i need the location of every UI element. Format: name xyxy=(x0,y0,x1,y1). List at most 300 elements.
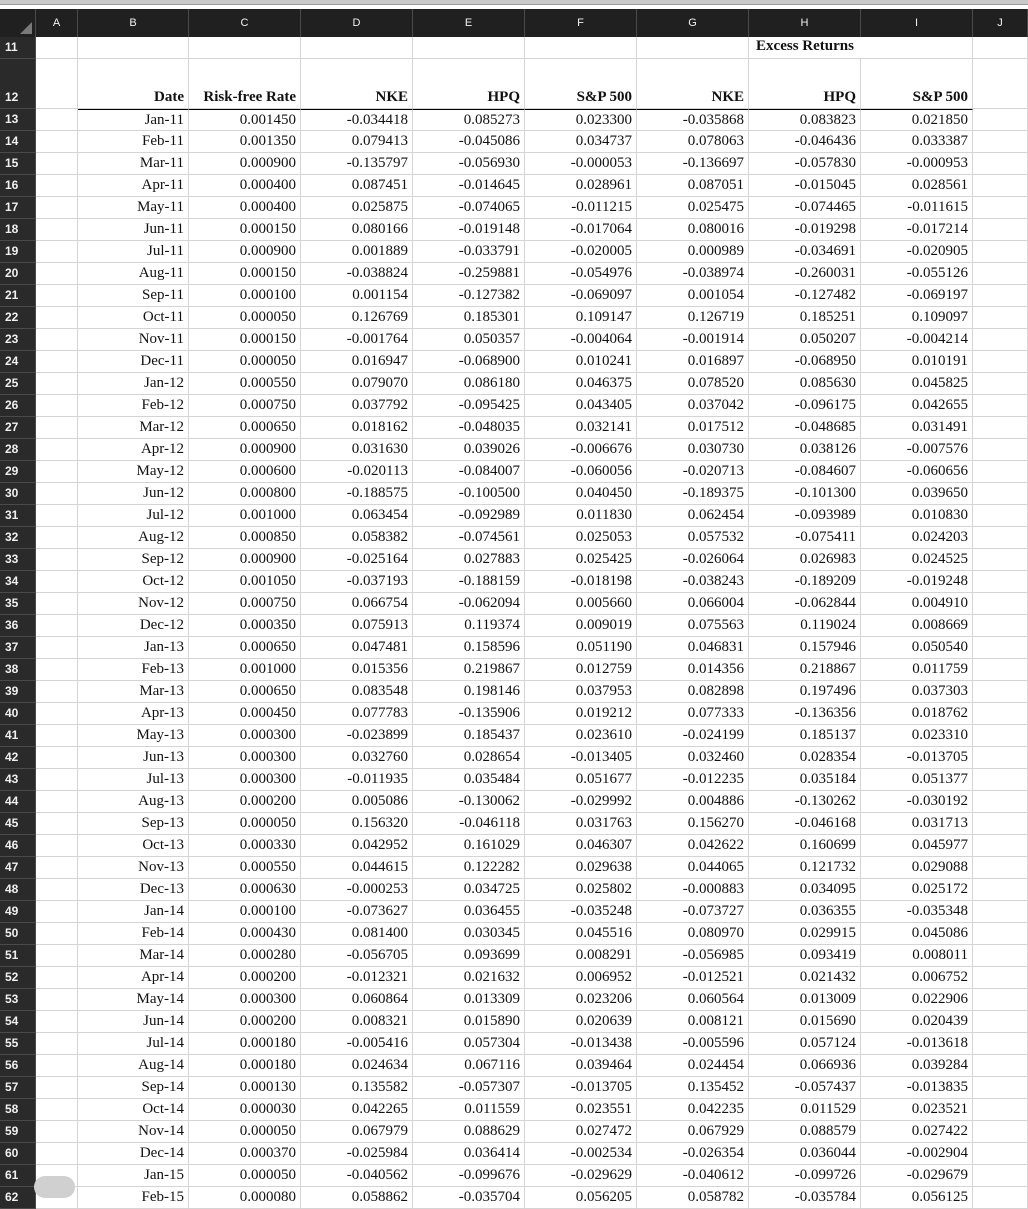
risk-free-rate-cell[interactable]: 0.000050 xyxy=(189,1165,301,1187)
hpq-excess-cell[interactable]: 0.121732 xyxy=(749,857,861,879)
nke-return-cell[interactable]: 0.042952 xyxy=(301,835,413,857)
header-sp500-return[interactable]: S&P 500 xyxy=(525,59,637,109)
date-cell[interactable]: May-12 xyxy=(78,461,189,483)
hpq-excess-cell[interactable]: -0.015045 xyxy=(749,175,861,197)
hpq-excess-cell[interactable]: 0.185251 xyxy=(749,307,861,329)
cell-J[interactable] xyxy=(973,747,1028,769)
row-number[interactable]: 42 xyxy=(0,747,36,769)
hpq-excess-cell[interactable]: -0.096175 xyxy=(749,395,861,417)
row-number[interactable]: 21 xyxy=(0,285,36,307)
date-cell[interactable]: May-14 xyxy=(78,989,189,1011)
row-number[interactable]: 50 xyxy=(0,923,36,945)
hpq-excess-cell[interactable]: 0.011529 xyxy=(749,1099,861,1121)
nke-return-cell[interactable]: 0.031630 xyxy=(301,439,413,461)
row-number[interactable]: 55 xyxy=(0,1033,36,1055)
cell-J[interactable] xyxy=(973,549,1028,571)
sp500-return-cell[interactable]: 0.010241 xyxy=(525,351,637,373)
sp500-excess-cell[interactable]: 0.022906 xyxy=(861,989,973,1011)
row-number[interactable]: 13 xyxy=(0,109,36,131)
hpq-return-cell[interactable]: -0.035704 xyxy=(413,1187,525,1209)
cell-J[interactable] xyxy=(973,505,1028,527)
hpq-return-cell[interactable]: 0.161029 xyxy=(413,835,525,857)
risk-free-rate-cell[interactable]: 0.000300 xyxy=(189,989,301,1011)
row-number[interactable]: 43 xyxy=(0,769,36,791)
sp500-excess-cell[interactable]: 0.028561 xyxy=(861,175,973,197)
cell-A[interactable] xyxy=(36,461,78,483)
sp500-return-cell[interactable]: 0.046375 xyxy=(525,373,637,395)
cell-J[interactable] xyxy=(973,241,1028,263)
sp500-excess-cell[interactable]: 0.025172 xyxy=(861,879,973,901)
sp500-excess-cell[interactable]: 0.056125 xyxy=(861,1187,973,1209)
nke-excess-cell[interactable]: 0.037042 xyxy=(637,395,749,417)
cell-A[interactable] xyxy=(36,901,78,923)
date-cell[interactable]: Feb-14 xyxy=(78,923,189,945)
hpq-return-cell[interactable]: 0.185301 xyxy=(413,307,525,329)
hpq-return-cell[interactable]: -0.056930 xyxy=(413,153,525,175)
cell-A[interactable] xyxy=(36,417,78,439)
sp500-excess-cell[interactable]: 0.037303 xyxy=(861,681,973,703)
cell-A[interactable] xyxy=(36,879,78,901)
cell-J[interactable] xyxy=(973,989,1028,1011)
row-number[interactable]: 51 xyxy=(0,945,36,967)
hpq-excess-cell[interactable]: 0.066936 xyxy=(749,1055,861,1077)
cell-J[interactable] xyxy=(973,1165,1028,1187)
hpq-excess-cell[interactable]: -0.093989 xyxy=(749,505,861,527)
hpq-excess-cell[interactable]: 0.157946 xyxy=(749,637,861,659)
sp500-excess-cell[interactable]: -0.055126 xyxy=(861,263,973,285)
sp500-return-cell[interactable]: 0.005660 xyxy=(525,593,637,615)
risk-free-rate-cell[interactable]: 0.000900 xyxy=(189,549,301,571)
date-cell[interactable]: Dec-11 xyxy=(78,351,189,373)
sp500-return-cell[interactable]: -0.020005 xyxy=(525,241,637,263)
sp500-return-cell[interactable]: 0.012759 xyxy=(525,659,637,681)
column-header-I[interactable]: I xyxy=(861,9,973,37)
sp500-excess-cell[interactable]: 0.027422 xyxy=(861,1121,973,1143)
nke-return-cell[interactable]: -0.000253 xyxy=(301,879,413,901)
nke-return-cell[interactable]: 0.066754 xyxy=(301,593,413,615)
sp500-return-cell[interactable]: 0.025053 xyxy=(525,527,637,549)
sp500-excess-cell[interactable]: 0.020439 xyxy=(861,1011,973,1033)
nke-return-cell[interactable]: 0.015356 xyxy=(301,659,413,681)
horizontal-scrollbar-thumb[interactable] xyxy=(34,1176,75,1198)
sp500-excess-cell[interactable]: -0.019248 xyxy=(861,571,973,593)
row-number[interactable]: 37 xyxy=(0,637,36,659)
cell-A[interactable] xyxy=(36,505,78,527)
header-nke-excess[interactable]: NKE xyxy=(637,59,749,109)
sp500-return-cell[interactable]: -0.029629 xyxy=(525,1165,637,1187)
date-cell[interactable]: Apr-12 xyxy=(78,439,189,461)
sp500-return-cell[interactable]: 0.023206 xyxy=(525,989,637,1011)
cell-J[interactable] xyxy=(973,461,1028,483)
hpq-return-cell[interactable]: -0.046118 xyxy=(413,813,525,835)
cell-A[interactable] xyxy=(36,351,78,373)
risk-free-rate-cell[interactable]: 0.000350 xyxy=(189,615,301,637)
row-number[interactable]: 48 xyxy=(0,879,36,901)
column-header-G[interactable]: G xyxy=(637,9,749,37)
sp500-excess-cell[interactable]: 0.010191 xyxy=(861,351,973,373)
hpq-excess-cell[interactable]: 0.197496 xyxy=(749,681,861,703)
cell-J[interactable] xyxy=(973,571,1028,593)
hpq-excess-cell[interactable]: 0.083823 xyxy=(749,109,861,131)
hpq-excess-cell[interactable]: -0.075411 xyxy=(749,527,861,549)
cell-G11[interactable] xyxy=(637,37,749,59)
sp500-excess-cell[interactable]: -0.035348 xyxy=(861,901,973,923)
risk-free-rate-cell[interactable]: 0.000650 xyxy=(189,681,301,703)
nke-return-cell[interactable]: 0.058382 xyxy=(301,527,413,549)
nke-excess-cell[interactable]: -0.026354 xyxy=(637,1143,749,1165)
cell-J[interactable] xyxy=(973,637,1028,659)
date-cell[interactable]: Aug-14 xyxy=(78,1055,189,1077)
sp500-excess-cell[interactable]: 0.031713 xyxy=(861,813,973,835)
cell-J[interactable] xyxy=(973,527,1028,549)
sp500-excess-cell[interactable]: -0.069197 xyxy=(861,285,973,307)
cell-A[interactable] xyxy=(36,659,78,681)
sp500-return-cell[interactable]: 0.019212 xyxy=(525,703,637,725)
hpq-excess-cell[interactable]: -0.068950 xyxy=(749,351,861,373)
spreadsheet-grid[interactable] xyxy=(0,9,1028,1209)
sp500-return-cell[interactable]: -0.060056 xyxy=(525,461,637,483)
sp500-excess-cell[interactable]: 0.008669 xyxy=(861,615,973,637)
risk-free-rate-cell[interactable]: 0.001000 xyxy=(189,659,301,681)
nke-return-cell[interactable]: 0.080166 xyxy=(301,219,413,241)
nke-excess-cell[interactable]: 0.075563 xyxy=(637,615,749,637)
sp500-excess-cell[interactable]: 0.011759 xyxy=(861,659,973,681)
sp500-return-cell[interactable]: 0.045516 xyxy=(525,923,637,945)
nke-return-cell[interactable]: 0.005086 xyxy=(301,791,413,813)
row-number[interactable]: 52 xyxy=(0,967,36,989)
nke-return-cell[interactable]: 0.067979 xyxy=(301,1121,413,1143)
sp500-excess-cell[interactable]: 0.045086 xyxy=(861,923,973,945)
sp500-return-cell[interactable]: 0.008291 xyxy=(525,945,637,967)
row-number[interactable]: 59 xyxy=(0,1121,36,1143)
cell-A[interactable] xyxy=(36,109,78,131)
sp500-return-cell[interactable]: -0.035248 xyxy=(525,901,637,923)
sp500-excess-cell[interactable]: 0.008011 xyxy=(861,945,973,967)
date-cell[interactable]: Feb-12 xyxy=(78,395,189,417)
cell-J[interactable] xyxy=(973,439,1028,461)
cell-J[interactable] xyxy=(973,395,1028,417)
hpq-return-cell[interactable]: 0.185437 xyxy=(413,725,525,747)
sp500-excess-cell[interactable]: 0.023521 xyxy=(861,1099,973,1121)
cell-J[interactable] xyxy=(973,593,1028,615)
cell-J[interactable] xyxy=(973,791,1028,813)
hpq-excess-cell[interactable]: -0.035784 xyxy=(749,1187,861,1209)
cell-J[interactable] xyxy=(973,681,1028,703)
sp500-return-cell[interactable]: 0.009019 xyxy=(525,615,637,637)
row-number[interactable]: 60 xyxy=(0,1143,36,1165)
row-number[interactable]: 61 xyxy=(0,1165,36,1187)
nke-excess-cell[interactable]: 0.087051 xyxy=(637,175,749,197)
row-number[interactable]: 57 xyxy=(0,1077,36,1099)
nke-return-cell[interactable]: 0.044615 xyxy=(301,857,413,879)
date-cell[interactable]: Dec-13 xyxy=(78,879,189,901)
row-number[interactable]: 20 xyxy=(0,263,36,285)
row-number[interactable]: 22 xyxy=(0,307,36,329)
cell-F11[interactable] xyxy=(525,37,637,59)
hpq-return-cell[interactable]: -0.062094 xyxy=(413,593,525,615)
column-header-B[interactable]: B xyxy=(78,9,189,37)
risk-free-rate-cell[interactable]: 0.000300 xyxy=(189,769,301,791)
risk-free-rate-cell[interactable]: 0.000280 xyxy=(189,945,301,967)
cell-A[interactable] xyxy=(36,725,78,747)
hpq-excess-cell[interactable]: 0.015690 xyxy=(749,1011,861,1033)
sp500-return-cell[interactable]: 0.029638 xyxy=(525,857,637,879)
hpq-return-cell[interactable]: 0.219867 xyxy=(413,659,525,681)
nke-excess-cell[interactable]: 0.058782 xyxy=(637,1187,749,1209)
row-number[interactable]: 24 xyxy=(0,351,36,373)
hpq-excess-cell[interactable]: 0.160699 xyxy=(749,835,861,857)
risk-free-rate-cell[interactable]: 0.000750 xyxy=(189,395,301,417)
cell-A[interactable] xyxy=(36,373,78,395)
risk-free-rate-cell[interactable]: 0.000800 xyxy=(189,483,301,505)
nke-return-cell[interactable]: 0.075913 xyxy=(301,615,413,637)
row-number[interactable]: 31 xyxy=(0,505,36,527)
hpq-excess-cell[interactable]: -0.034691 xyxy=(749,241,861,263)
date-cell[interactable]: Sep-12 xyxy=(78,549,189,571)
sp500-excess-cell[interactable]: 0.039284 xyxy=(861,1055,973,1077)
hpq-excess-cell[interactable]: 0.093419 xyxy=(749,945,861,967)
cell-A[interactable] xyxy=(36,1077,78,1099)
risk-free-rate-cell[interactable]: 0.000850 xyxy=(189,527,301,549)
hpq-return-cell[interactable]: -0.014645 xyxy=(413,175,525,197)
nke-return-cell[interactable]: 0.024634 xyxy=(301,1055,413,1077)
nke-return-cell[interactable]: -0.056705 xyxy=(301,945,413,967)
risk-free-rate-cell[interactable]: 0.000300 xyxy=(189,725,301,747)
cell-J[interactable] xyxy=(973,879,1028,901)
hpq-return-cell[interactable]: 0.015890 xyxy=(413,1011,525,1033)
hpq-return-cell[interactable]: -0.100500 xyxy=(413,483,525,505)
nke-excess-cell[interactable]: -0.012521 xyxy=(637,967,749,989)
nke-return-cell[interactable]: 0.001154 xyxy=(301,285,413,307)
cell-J[interactable] xyxy=(973,1077,1028,1099)
cell-J[interactable] xyxy=(973,703,1028,725)
cell-I11[interactable] xyxy=(861,37,973,59)
column-header-F[interactable]: F xyxy=(525,9,637,37)
cell-J[interactable] xyxy=(973,197,1028,219)
row-number[interactable]: 56 xyxy=(0,1055,36,1077)
nke-excess-cell[interactable]: 0.078063 xyxy=(637,131,749,153)
sp500-return-cell[interactable]: -0.054976 xyxy=(525,263,637,285)
sp500-return-cell[interactable]: 0.109147 xyxy=(525,307,637,329)
hpq-return-cell[interactable]: -0.068900 xyxy=(413,351,525,373)
hpq-return-cell[interactable]: -0.048035 xyxy=(413,417,525,439)
nke-excess-cell[interactable]: 0.156270 xyxy=(637,813,749,835)
cell-J[interactable] xyxy=(973,329,1028,351)
hpq-excess-cell[interactable]: 0.050207 xyxy=(749,329,861,351)
nke-excess-cell[interactable]: -0.035868 xyxy=(637,109,749,131)
nke-return-cell[interactable]: 0.063454 xyxy=(301,505,413,527)
hpq-return-cell[interactable]: 0.198146 xyxy=(413,681,525,703)
sp500-return-cell[interactable]: 0.023610 xyxy=(525,725,637,747)
nke-excess-cell[interactable]: 0.078520 xyxy=(637,373,749,395)
cell-D11[interactable] xyxy=(301,37,413,59)
nke-return-cell[interactable]: -0.135797 xyxy=(301,153,413,175)
cell-J[interactable] xyxy=(973,769,1028,791)
sp500-excess-cell[interactable]: 0.042655 xyxy=(861,395,973,417)
date-cell[interactable]: Oct-11 xyxy=(78,307,189,329)
hpq-return-cell[interactable]: -0.127382 xyxy=(413,285,525,307)
nke-return-cell[interactable]: 0.079070 xyxy=(301,373,413,395)
sp500-return-cell[interactable]: -0.069097 xyxy=(525,285,637,307)
nke-return-cell[interactable]: -0.038824 xyxy=(301,263,413,285)
cell-J[interactable] xyxy=(973,1011,1028,1033)
sp500-return-cell[interactable]: -0.006676 xyxy=(525,439,637,461)
date-cell[interactable]: Oct-14 xyxy=(78,1099,189,1121)
cell-A12[interactable] xyxy=(36,59,78,109)
date-cell[interactable]: Feb-13 xyxy=(78,659,189,681)
sp500-return-cell[interactable]: 0.031763 xyxy=(525,813,637,835)
hpq-return-cell[interactable]: 0.021632 xyxy=(413,967,525,989)
hpq-excess-cell[interactable]: -0.084607 xyxy=(749,461,861,483)
sp500-excess-cell[interactable]: 0.006752 xyxy=(861,967,973,989)
cell-J[interactable] xyxy=(973,483,1028,505)
sp500-excess-cell[interactable]: 0.045825 xyxy=(861,373,973,395)
hpq-excess-cell[interactable]: 0.036044 xyxy=(749,1143,861,1165)
row-number[interactable]: 23 xyxy=(0,329,36,351)
cell-C11[interactable] xyxy=(189,37,301,59)
date-cell[interactable]: Jan-14 xyxy=(78,901,189,923)
cell-J[interactable] xyxy=(973,1033,1028,1055)
nke-excess-cell[interactable]: 0.060564 xyxy=(637,989,749,1011)
nke-return-cell[interactable]: 0.025875 xyxy=(301,197,413,219)
row-number[interactable]: 17 xyxy=(0,197,36,219)
nke-excess-cell[interactable]: 0.126719 xyxy=(637,307,749,329)
risk-free-rate-cell[interactable]: 0.000180 xyxy=(189,1033,301,1055)
date-cell[interactable]: Jan-13 xyxy=(78,637,189,659)
nke-return-cell[interactable]: 0.037792 xyxy=(301,395,413,417)
nke-excess-cell[interactable]: -0.073727 xyxy=(637,901,749,923)
date-cell[interactable]: Jul-11 xyxy=(78,241,189,263)
date-cell[interactable]: Sep-14 xyxy=(78,1077,189,1099)
nke-return-cell[interactable]: 0.079413 xyxy=(301,131,413,153)
row-number[interactable]: 25 xyxy=(0,373,36,395)
cell-A[interactable] xyxy=(36,967,78,989)
cell-J[interactable] xyxy=(973,307,1028,329)
risk-free-rate-cell[interactable]: 0.000050 xyxy=(189,1121,301,1143)
sp500-return-cell[interactable]: 0.043405 xyxy=(525,395,637,417)
row-number[interactable]: 54 xyxy=(0,1011,36,1033)
nke-excess-cell[interactable]: -0.056985 xyxy=(637,945,749,967)
date-cell[interactable]: Feb-11 xyxy=(78,131,189,153)
hpq-return-cell[interactable]: 0.093699 xyxy=(413,945,525,967)
row-number[interactable]: 14 xyxy=(0,131,36,153)
risk-free-rate-cell[interactable]: 0.000400 xyxy=(189,175,301,197)
select-all-corner[interactable] xyxy=(0,9,36,37)
risk-free-rate-cell[interactable]: 0.000900 xyxy=(189,241,301,263)
risk-free-rate-cell[interactable]: 0.000130 xyxy=(189,1077,301,1099)
hpq-return-cell[interactable]: 0.013309 xyxy=(413,989,525,1011)
cell-A[interactable] xyxy=(36,219,78,241)
hpq-return-cell[interactable]: 0.158596 xyxy=(413,637,525,659)
nke-return-cell[interactable]: 0.047481 xyxy=(301,637,413,659)
sp500-return-cell[interactable]: 0.006952 xyxy=(525,967,637,989)
date-cell[interactable]: Jun-12 xyxy=(78,483,189,505)
sp500-excess-cell[interactable]: -0.013618 xyxy=(861,1033,973,1055)
row-number[interactable]: 28 xyxy=(0,439,36,461)
nke-return-cell[interactable]: 0.058862 xyxy=(301,1187,413,1209)
cell-A[interactable] xyxy=(36,395,78,417)
nke-return-cell[interactable]: -0.037193 xyxy=(301,571,413,593)
hpq-return-cell[interactable]: 0.119374 xyxy=(413,615,525,637)
cell-A[interactable] xyxy=(36,1055,78,1077)
sp500-return-cell[interactable]: 0.027472 xyxy=(525,1121,637,1143)
hpq-return-cell[interactable]: 0.086180 xyxy=(413,373,525,395)
hpq-excess-cell[interactable]: -0.062844 xyxy=(749,593,861,615)
sp500-return-cell[interactable]: -0.004064 xyxy=(525,329,637,351)
date-cell[interactable]: Jan-15 xyxy=(78,1165,189,1187)
hpq-return-cell[interactable]: 0.028654 xyxy=(413,747,525,769)
nke-excess-cell[interactable]: 0.014356 xyxy=(637,659,749,681)
risk-free-rate-cell[interactable]: 0.000900 xyxy=(189,439,301,461)
hpq-return-cell[interactable]: -0.057307 xyxy=(413,1077,525,1099)
risk-free-rate-cell[interactable]: 0.000550 xyxy=(189,857,301,879)
sp500-return-cell[interactable]: 0.028961 xyxy=(525,175,637,197)
row-number[interactable]: 58 xyxy=(0,1099,36,1121)
cell-A[interactable] xyxy=(36,131,78,153)
nke-excess-cell[interactable]: 0.042622 xyxy=(637,835,749,857)
cell-A[interactable] xyxy=(36,263,78,285)
hpq-return-cell[interactable]: -0.074065 xyxy=(413,197,525,219)
hpq-return-cell[interactable]: 0.067116 xyxy=(413,1055,525,1077)
hpq-excess-cell[interactable]: 0.185137 xyxy=(749,725,861,747)
nke-excess-cell[interactable]: 0.017512 xyxy=(637,417,749,439)
sp500-excess-cell[interactable]: 0.024525 xyxy=(861,549,973,571)
row-number[interactable]: 39 xyxy=(0,681,36,703)
sp500-return-cell[interactable]: 0.025802 xyxy=(525,879,637,901)
cell-A[interactable] xyxy=(36,527,78,549)
sp500-excess-cell[interactable]: 0.051377 xyxy=(861,769,973,791)
cell-J[interactable] xyxy=(973,813,1028,835)
sp500-excess-cell[interactable]: 0.045977 xyxy=(861,835,973,857)
nke-excess-cell[interactable]: 0.004886 xyxy=(637,791,749,813)
row-number[interactable]: 46 xyxy=(0,835,36,857)
risk-free-rate-cell[interactable]: 0.000300 xyxy=(189,747,301,769)
nke-excess-cell[interactable]: 0.080016 xyxy=(637,219,749,241)
nke-return-cell[interactable]: 0.135582 xyxy=(301,1077,413,1099)
nke-return-cell[interactable]: 0.018162 xyxy=(301,417,413,439)
row-number[interactable]: 44 xyxy=(0,791,36,813)
hpq-excess-cell[interactable]: 0.088579 xyxy=(749,1121,861,1143)
sp500-excess-cell[interactable]: 0.050540 xyxy=(861,637,973,659)
cell-J[interactable] xyxy=(973,967,1028,989)
sp500-return-cell[interactable]: -0.002534 xyxy=(525,1143,637,1165)
nke-excess-cell[interactable]: 0.024454 xyxy=(637,1055,749,1077)
cell-A11[interactable] xyxy=(36,37,78,59)
row-number[interactable]: 47 xyxy=(0,857,36,879)
nke-excess-cell[interactable]: -0.000883 xyxy=(637,879,749,901)
hpq-excess-cell[interactable]: 0.013009 xyxy=(749,989,861,1011)
hpq-excess-cell[interactable]: -0.046436 xyxy=(749,131,861,153)
cell-J[interactable] xyxy=(973,131,1028,153)
nke-return-cell[interactable]: -0.188575 xyxy=(301,483,413,505)
sp500-return-cell[interactable]: -0.011215 xyxy=(525,197,637,219)
cell-J[interactable] xyxy=(973,857,1028,879)
risk-free-rate-cell[interactable]: 0.000900 xyxy=(189,153,301,175)
cell-J[interactable] xyxy=(973,835,1028,857)
sp500-return-cell[interactable]: 0.046307 xyxy=(525,835,637,857)
cell-A[interactable] xyxy=(36,1099,78,1121)
cell-J[interactable] xyxy=(973,615,1028,637)
cell-A[interactable] xyxy=(36,857,78,879)
header-sp500-excess[interactable]: S&P 500 xyxy=(861,59,973,109)
nke-return-cell[interactable]: -0.012321 xyxy=(301,967,413,989)
nke-return-cell[interactable]: 0.042265 xyxy=(301,1099,413,1121)
cell-A[interactable] xyxy=(36,483,78,505)
cell-A[interactable] xyxy=(36,1121,78,1143)
nke-excess-cell[interactable]: 0.046831 xyxy=(637,637,749,659)
sp500-excess-cell[interactable]: -0.017214 xyxy=(861,219,973,241)
row-number[interactable]: 33 xyxy=(0,549,36,571)
